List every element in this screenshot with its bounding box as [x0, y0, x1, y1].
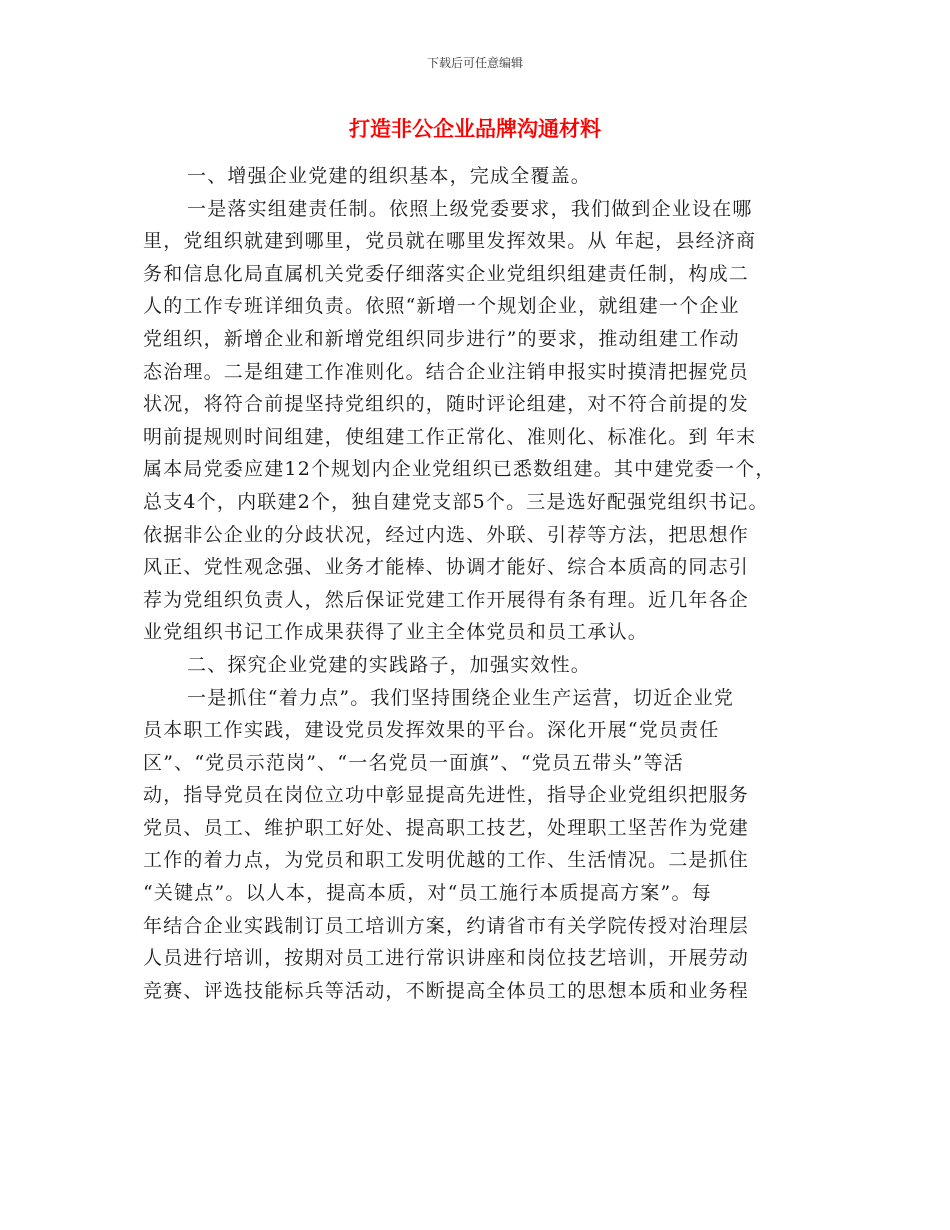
text-line: 务和信息化局直属机关党委仔细落实企业党组织组建责任制，构成二 [143, 262, 750, 285]
document-title: 打造非公企业品牌沟通材料 [349, 117, 601, 141]
header-note: 下载后可任意编辑 [426, 56, 523, 70]
text-line: 态治理。二是组建工作准则化。结合企业注销申报实时摸清把握党员 [143, 360, 750, 383]
text-line: 业党组织书记工作成果获得了业主全体党员和员工承认。 [143, 621, 649, 644]
text-line: 人员进行培训，按期对员工进行常识讲座和岗位技艺培训，开展劳动 [143, 947, 750, 970]
text-line: 党组织，新增企业和新增党组织同步进行”的要求，推动组建工作动 [143, 327, 740, 350]
text-line: 一是落实组建责任制。依照上级党委要求，我们做到企业设在哪 [187, 197, 753, 220]
text-line: 明前提规则时间组建，使组建工作正常化、准则化、标准化。到 年末 [143, 425, 757, 448]
text-line: 竞赛、评选技能标兵等活动，不断提高全体员工的思想本质和业务程 [143, 979, 750, 1002]
text-line: 区”、“党员示范岗”、“一名党员一面旗”、“党员五带头”等活 [143, 751, 684, 774]
text-line: “关键点”。以人本，提高本质，对“员工施行本质提高方案”。每 [143, 882, 712, 905]
text-line: 里，党组织就建到哪里，党员就在哪里发挥效果。从 年起，县经济商 [143, 230, 757, 253]
text-line: 属本局党委应建12个规划内企业党组织已悉数组建。其中建党委一个， [143, 458, 776, 481]
text-line: 人的工作专班详细负责。依照“新增一个规划企业，就组建一个企业 [143, 295, 740, 318]
text-line: 一、增强企业党建的组织基本，完成全覆盖。 [187, 165, 592, 187]
text-line: 年结合企业实践制订员工培训方案，约请省市有关学院传授对治理层 [143, 914, 750, 937]
text-line: 员本职工作实践，建设党员发挥效果的平台。深化开展“党员责任 [143, 719, 720, 742]
text-line: 风正、党性观念强、业务才能棒、协调才能好、综合本质高的同志引 [143, 556, 750, 579]
text-line: 动，指导党员在岗位立功中彰显提高先进性，指导企业党组织把服务 [143, 784, 750, 807]
text-line: 二、探究企业党建的实践路子，加强实效性。 [187, 653, 592, 676]
text-line: 状况，将符合前提坚持党组织的，随时评论组建，对不符合前提的发 [143, 393, 750, 416]
text-line: 依据非公企业的分歧状况，经过内选、外联、引荐等方法，把思想作 [143, 523, 750, 546]
text-line: 工作的着力点，为党员和职工发明优越的工作、生活情况。二是抓住 [143, 849, 750, 872]
text-line: 党员、员工、维护职工好处、提高职工技艺，处理职工坚苦作为党建 [143, 816, 750, 839]
document-body [143, 160, 808, 1007]
text-line: 荐为党组织负责人，然后保证党建工作开展得有条有理。近几年各企 [143, 588, 750, 611]
text-line: 总支4个，内联建2个，独自建党支部5个。三是选好配强党组织书记。 [143, 490, 769, 513]
text-line: 一是抓住“着力点”。我们坚持围绕企业生产运营，切近企业党 [187, 686, 735, 709]
